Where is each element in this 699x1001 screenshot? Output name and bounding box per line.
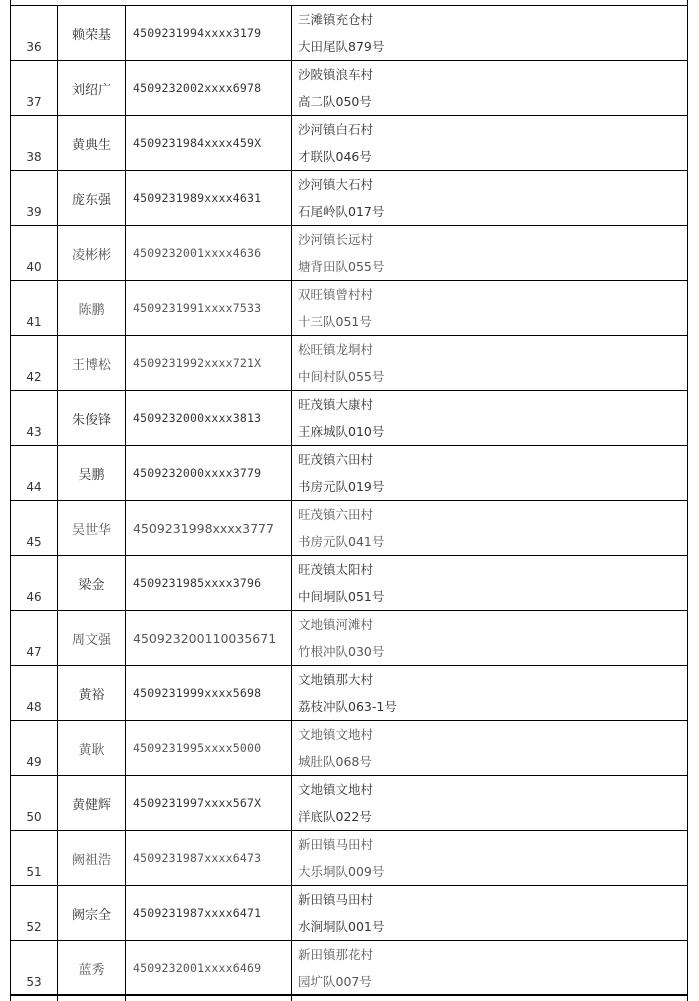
id-number: 4509231997xxxx567X [126, 776, 292, 831]
table-row [11, 776, 689, 831]
address-line-team-number: 石尾岭队017号 [298, 204, 385, 219]
row-number: 43 [11, 391, 58, 446]
table-row [11, 666, 689, 721]
address-line-town-village: 沙河镇长远村 [298, 232, 374, 247]
address-line-team-number: 洋底队022号 [298, 809, 372, 824]
row-number: 42 [11, 336, 58, 391]
table-row [11, 831, 689, 886]
address-line-team-number: 大田尾队879号 [298, 39, 385, 54]
id-number: 4509231992xxxx721X [126, 336, 292, 391]
address-line-team-number: 园圹队007号 [298, 974, 372, 989]
person-name: 陈鹏 [58, 281, 126, 336]
address [292, 831, 689, 886]
address-line-team-number: 才联队046号 [298, 149, 372, 164]
person-name: 梁金 [58, 556, 126, 611]
row-number: 46 [11, 556, 58, 611]
address-line-team-number: 城肚队068号 [298, 754, 372, 769]
address-line-town-village: 新田镇马田村 [298, 837, 374, 852]
address [292, 666, 689, 721]
address [292, 446, 689, 501]
address [292, 281, 689, 336]
address [292, 886, 689, 941]
address-line-team-number: 十三队051号 [298, 314, 372, 329]
table-row [11, 171, 689, 226]
id-number: 450923200110035671 [126, 611, 292, 666]
row-number: 40 [11, 226, 58, 281]
row-number: 51 [11, 831, 58, 886]
person-name: 朱俊锋 [58, 391, 126, 446]
address-line-team-number: 书房元队041号 [298, 534, 385, 549]
id-number: 4509231999xxxx5698 [126, 666, 292, 721]
records-table-body [11, 6, 689, 996]
address-line-town-village: 沙陂镇浪车村 [298, 67, 374, 82]
table-row [11, 446, 689, 501]
table-row [11, 611, 689, 666]
address-line-town-village: 文地镇文地村 [298, 782, 374, 797]
address-line-town-village: 三滩镇充仓村 [298, 12, 374, 27]
table-row [11, 6, 689, 61]
table-row [11, 61, 689, 116]
records-table [10, 5, 688, 996]
person-name: 黄健辉 [58, 776, 126, 831]
address [292, 116, 689, 171]
id-number: 4509231991xxxx7533 [126, 281, 292, 336]
person-name: 赖荣基 [58, 6, 126, 61]
table-row [11, 556, 689, 611]
table-row [11, 281, 689, 336]
address [292, 501, 689, 556]
id-number: 4509231984xxxx459X [126, 116, 292, 171]
table-row [11, 116, 689, 171]
person-name: 凌彬彬 [58, 226, 126, 281]
address [292, 776, 689, 831]
address-line-team-number: 竹根冲队030号 [298, 644, 385, 659]
person-name: 黄耿 [58, 721, 126, 776]
address-line-town-village: 文地镇那大村 [298, 672, 374, 687]
row-number: 49 [11, 721, 58, 776]
row-number: 52 [11, 886, 58, 941]
table-row [11, 886, 689, 941]
id-number: 4509231998xxxx3777 [126, 501, 292, 556]
person-name: 蓝秀 [58, 941, 126, 996]
id-number: 4509232000xxxx3813 [126, 391, 292, 446]
row-number: 45 [11, 501, 58, 556]
row-number: 39 [11, 171, 58, 226]
address-line-town-village: 文地镇河滩村 [298, 617, 374, 632]
address-line-team-number: 高二队050号 [298, 94, 372, 109]
address-line-team-number: 大乐垌队009号 [298, 864, 385, 879]
id-number: 4509232002xxxx6978 [126, 61, 292, 116]
address [292, 721, 689, 776]
person-name: 黄典生 [58, 116, 126, 171]
address-line-team-number: 王庥城队010号 [298, 424, 385, 439]
address-line-town-village: 沙河镇白石村 [298, 122, 374, 137]
row-number: 44 [11, 446, 58, 501]
address-line-team-number: 书房元队019号 [298, 479, 385, 494]
address-line-town-village: 旺茂镇六田村 [298, 452, 374, 467]
id-number: 4509231989xxxx4631 [126, 171, 292, 226]
address-line-team-number: 中间村队055号 [298, 369, 385, 384]
address [292, 611, 689, 666]
address-line-town-village: 新田镇马田村 [298, 892, 374, 907]
table-row [11, 501, 689, 556]
address [292, 391, 689, 446]
id-number: 4509232001xxxx4636 [126, 226, 292, 281]
row-number: 38 [11, 116, 58, 171]
person-name: 吴世华 [58, 501, 126, 556]
address-line-team-number: 荔枝冲队063-1号 [298, 699, 397, 714]
address-line-team-number: 中间垌队051号 [298, 589, 385, 604]
address-line-town-village: 新田镇那花村 [298, 947, 374, 962]
person-name: 庞东强 [58, 171, 126, 226]
address [292, 171, 689, 226]
address-line-town-village: 旺茂镇大康村 [298, 397, 374, 412]
row-number: 47 [11, 611, 58, 666]
table-row [11, 226, 689, 281]
table-row [11, 721, 689, 776]
id-number: 4509231987xxxx6471 [126, 886, 292, 941]
address-line-town-village: 松旺镇龙垌村 [298, 342, 374, 357]
address-line-town-village: 旺茂镇太阳村 [298, 562, 374, 577]
row-number: 41 [11, 281, 58, 336]
person-name: 王博松 [58, 336, 126, 391]
next-row-edge [10, 994, 688, 1001]
address-line-town-village: 双旺镇曾村村 [298, 287, 374, 302]
person-name: 阙祖浩 [58, 831, 126, 886]
id-number: 4509232000xxxx3779 [126, 446, 292, 501]
person-name: 刘绍广 [58, 61, 126, 116]
id-number: 4509231995xxxx5000 [126, 721, 292, 776]
table-row [11, 941, 689, 996]
row-number: 37 [11, 61, 58, 116]
address [292, 6, 689, 61]
table-row [11, 391, 689, 446]
id-number: 4509231987xxxx6473 [126, 831, 292, 886]
address-line-town-village: 沙河镇大石村 [298, 177, 374, 192]
address [292, 336, 689, 391]
person-name: 阙宗全 [58, 886, 126, 941]
address-line-town-village: 文地镇文地村 [298, 727, 374, 742]
person-name: 吴鹏 [58, 446, 126, 501]
address-line-team-number: 塘背田队055号 [298, 259, 385, 274]
id-number: 4509231985xxxx3796 [126, 556, 292, 611]
id-number: 4509231994xxxx3179 [126, 6, 292, 61]
address-line-town-village: 旺茂镇六田村 [298, 507, 374, 522]
id-number: 4509232001xxxx6469 [126, 941, 292, 996]
person-name: 黄裕 [58, 666, 126, 721]
address-line-team-number: 水涧垌队001号 [298, 919, 385, 934]
address [292, 556, 689, 611]
address [292, 61, 689, 116]
table-row [11, 336, 689, 391]
person-name: 周文强 [58, 611, 126, 666]
row-number: 48 [11, 666, 58, 721]
row-number: 50 [11, 776, 58, 831]
row-number: 36 [11, 6, 58, 61]
row-number: 53 [11, 941, 58, 996]
records-sheet [10, 0, 688, 1001]
address [292, 941, 689, 996]
address [292, 226, 689, 281]
